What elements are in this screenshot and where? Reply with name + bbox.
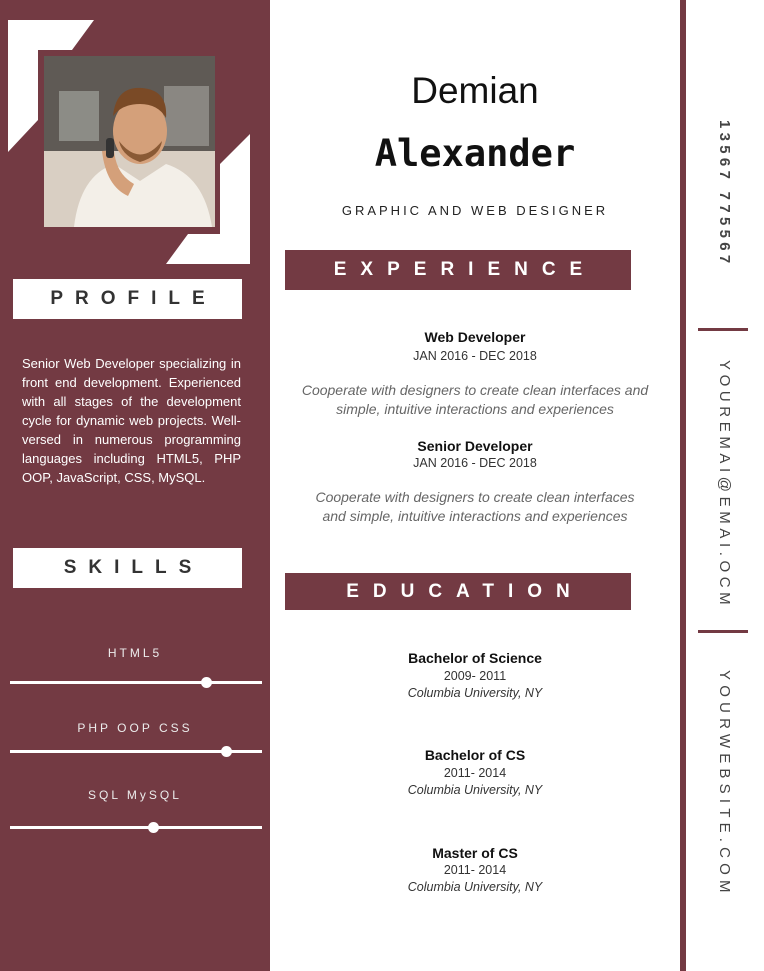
degree-years: 2011- 2014 <box>443 863 507 877</box>
experience-item <box>285 438 665 526</box>
profile-heading: PROFILE <box>13 279 242 319</box>
contact-divider-vertical <box>680 0 686 971</box>
education-item <box>285 845 665 894</box>
degree: Bachelor of CS <box>424 747 526 763</box>
experience-heading: EXPERIENCE <box>285 250 631 290</box>
job-role: Web Developer <box>424 329 526 345</box>
degree: Master of CS <box>432 845 518 861</box>
degree-years: 2009- 2011 <box>443 669 507 683</box>
skill-slider <box>10 681 262 684</box>
skill-slider <box>10 826 262 829</box>
education-item <box>285 747 665 797</box>
school: Columbia University, NY <box>407 686 543 700</box>
contact-divider <box>698 630 748 633</box>
contact-divider <box>698 328 748 331</box>
job-dates: JAN 2016 - DEC 2018 <box>413 456 537 470</box>
sidebar <box>0 0 270 971</box>
school: Columbia University, NY <box>407 880 543 894</box>
job-dates: JAN 2016 - DEC 2018 <box>413 349 537 363</box>
job-role: Senior Developer <box>417 438 533 454</box>
skills-heading: SKILLS <box>13 548 242 588</box>
job-title: GRAPHIC AND WEB DESIGNER <box>341 203 609 218</box>
skill-knob <box>201 677 212 688</box>
education-heading: EDUCATION <box>285 573 631 610</box>
skill-label: PHP OOP CSS <box>77 721 193 735</box>
school: Columbia University, NY <box>407 783 543 797</box>
contact-phone: 13567 775567 <box>716 120 733 268</box>
job-description: Cooperate with designers to create clean interfaces and simple, intuitive interactions and experiences <box>315 489 635 524</box>
skill-knob <box>221 746 232 757</box>
job-description: Cooperate with designers to create clean interfaces and simple, intuitive interactions and experiences <box>301 382 649 417</box>
skill-knob <box>148 822 159 833</box>
contact-email[interactable]: YOUREMAI@EMAI.OCM <box>716 360 733 610</box>
degree: Bachelor of Science <box>408 650 542 666</box>
profile-photo <box>44 56 215 227</box>
degree-years: 2011- 2014 <box>443 766 507 780</box>
skill-label: SQL MySQL <box>88 788 182 802</box>
skill-slider <box>10 750 262 753</box>
contact-website[interactable]: YOURWEBSITE.COM <box>716 670 733 898</box>
experience-item <box>285 329 665 419</box>
skill-label: HTML5 <box>107 646 163 660</box>
education-item <box>285 650 665 700</box>
last-name: Alexander <box>374 132 576 175</box>
profile-text: Senior Web Developer specializing in front end development. Experienced with all stages of the development cycle for dynamic web projects. Well-versed in numerous programming languages including HTML5, PHP OOP, JavaScript, CSS, MySQL. <box>22 356 241 485</box>
first-name: Demian <box>411 70 539 111</box>
